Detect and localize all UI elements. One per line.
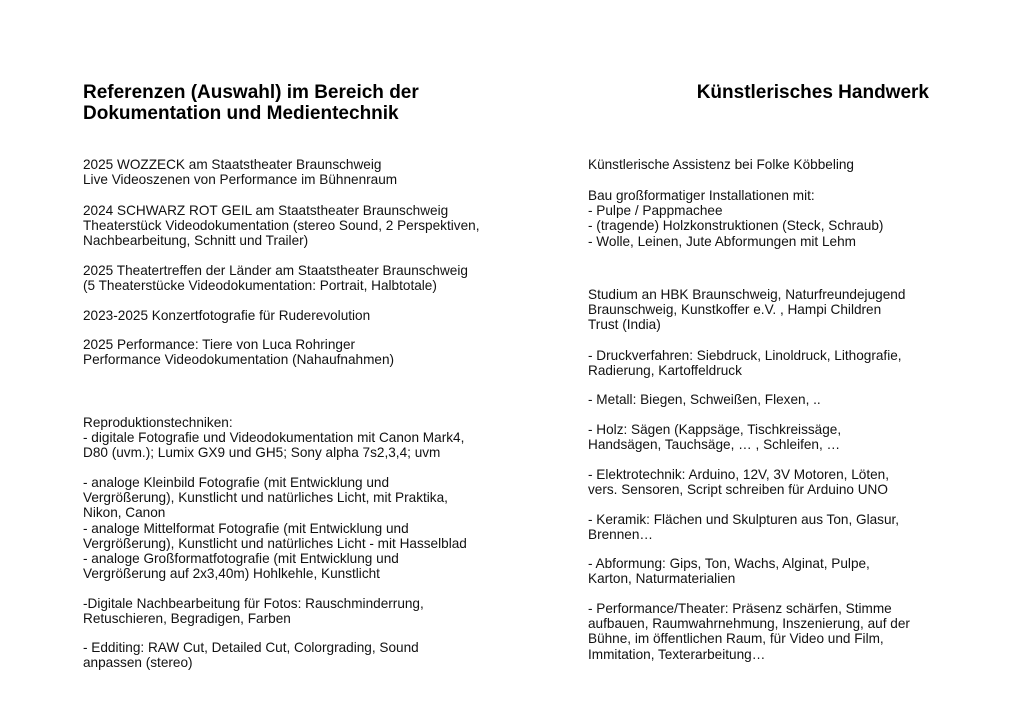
right-section-heading: Künstlerisches Handwerk (696, 82, 929, 103)
reproduction-techniques-digital: Reproduktionstechniken: - digitale Fotografie und Videodokumentation mit Canon Mark4, D80 (uvm.); Lumix GX9 und GH5; Sony alpha 7s2,3,4; uvm (83, 415, 465, 461)
large-installations: Bau großformatiger Installationen mit: - Pulpe / Pappmachee - (tragende) Holzkonstruktionen (Steck, Schraub) - Wolle, Leinen, Jute Abformungen mit Lehm (588, 188, 884, 249)
studies-and-organizations: Studium an HBK Braunschweig, Naturfreundejugend Braunschweig, Kunstkoffer e.V. , Hampi Children Trust (India) (588, 287, 906, 333)
reference-wozzeck: 2025 WOZZECK am Staatstheater Braunschweig Live Videoszenen von Performance im Bühnenraum (83, 157, 398, 188)
skill-printing: - Druckverfahren: Siebdruck, Linoldruck, Lithografie, Radierung, Kartoffeldruck (588, 348, 902, 379)
skill-metal: - Metall: Biegen, Schweißen, Flexen, .. (588, 392, 821, 407)
reference-performance-tiere: 2025 Performance: Tiere von Luca Rohringer Performance Videodokumentation (Nahaufnahmen) (83, 337, 395, 368)
skill-performance-theater: - Performance/Theater: Präsenz schärfen, Stimme aufbauen, Raumwahrnehmung, Inszenierung, auf der Bühne, im öffentlichen Raum, für Video und Film, Immitation, Texterarbeitung… (588, 601, 910, 662)
skill-wood: - Holz: Sägen (Kappsäge, Tischkreissäge, Handsägen, Tauchsäge, … , Schleifen, … (588, 422, 842, 453)
reference-konzertfotografie: 2023-2025 Konzertfotografie für Ruderevolution (83, 308, 371, 323)
artistic-assistance: Künstlerische Assistenz bei Folke Köbbeling (588, 157, 854, 172)
left-section-heading: Referenzen (Auswahl) im Bereich der Dokumentation und Medientechnik (83, 82, 419, 124)
reference-theatertreffen: 2025 Theatertreffen der Länder am Staatstheater Braunschweig (5 Theaterstücke Videodokumentation: Portrait, Halbtotale) (83, 263, 468, 294)
reproduction-techniques-analog: - analoge Kleinbild Fotografie (mit Entwicklung und Vergrößerung), Kunstlicht und natürliches Licht, mit Praktika, Nikon, Canon - analoge Mittelformat Fotografie (mit Entwicklung und Vergrößerung), Kunstlicht und natürliches Licht - mit Hasselblad - analoge Großformatfotografie (mit Entwicklung und Vergrößerung auf 2x3,40m) Hohlkehle, Kunstlicht (83, 475, 467, 582)
skill-ceramics: - Keramik: Flächen und Skulpturen aus Ton, Glasur, Brennen… (588, 512, 900, 543)
editing-skills: - Edditing: RAW Cut, Detailed Cut, Colorgrading, Sound anpassen (stereo) (83, 640, 419, 671)
skill-electronics: - Elektrotechnik: Arduino, 12V, 3V Motoren, Löten, vers. Sensoren, Script schreiben für Arduino UNO (588, 467, 890, 498)
digital-post-processing: -Digitale Nachbearbeitung für Fotos: Rauschminderrung, Retuschieren, Begradigen, Farben (83, 596, 424, 627)
reference-schwarz-rot-geil: 2024 SCHWARZ ROT GEIL am Staatstheater Braunschweig Theaterstück Videodokumentation (stereo Sound, 2 Perspektiven, Nachbearbeitung, Schnitt und Trailer) (83, 203, 480, 249)
skill-casting: - Abformung: Gips, Ton, Wachs, Alginat, Pulpe, Karton, Naturmaterialien (588, 556, 870, 587)
